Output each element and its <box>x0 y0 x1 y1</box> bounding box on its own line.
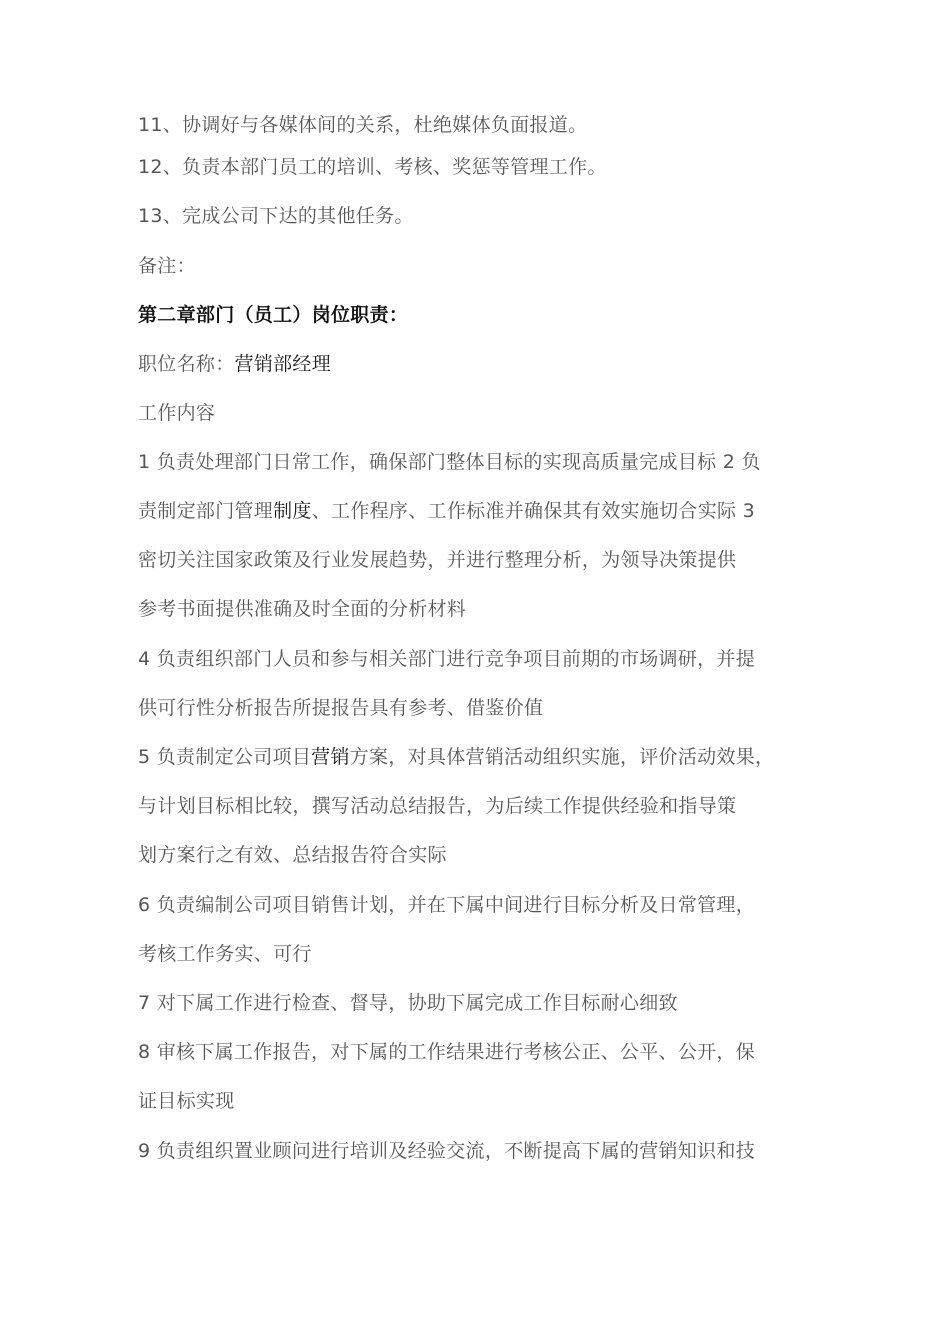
position-label: 职位名称： <box>138 353 235 375</box>
body-line-1: 1 负责处理部门日常工作，确保部门整体目标的实现高质量完成目标 2 负 <box>138 451 761 473</box>
list-item-11: 11、协调好与各媒体间的关系，杜绝媒体负面报道。 <box>138 114 588 136</box>
list-item-13: 13、完成公司下达的其他任务。 <box>138 205 414 227</box>
list-item-12: 12、负责本部门员工的培训、考核、奖惩等管理工作。 <box>138 156 607 178</box>
chapter-heading: 第二章部门（员工）岗位职责： <box>138 304 409 326</box>
body-line-7 <box>138 745 838 769</box>
body-line-13: 8 审核下属工作报告，对下属的工作结果进行考核公正、公平、公开，保 <box>138 1041 756 1063</box>
note-label: 备注： <box>138 255 196 277</box>
body-text: 、工作程序、工作标准并确保其有效实施切合实际 3 <box>311 500 756 522</box>
body-line-4: 参考书面提供准确及时全面的分析材料 <box>138 598 467 620</box>
work-content-label: 工作内容 <box>138 402 216 424</box>
position-row <box>138 352 838 376</box>
body-text: 5 负责制定公司项目 <box>138 746 312 768</box>
body-line-15: 9 负责组织置业顾问进行培训及经验交流，不断提高下属的营销知识和技 <box>138 1140 756 1162</box>
position-value: 营销部经理 <box>234 353 332 375</box>
body-text: 责制定部门管理 <box>138 500 274 522</box>
emphasis-text: 营销 <box>311 746 350 768</box>
body-line-14: 证目标实现 <box>138 1090 235 1112</box>
body-line-3: 密切关注国家政策及行业发展趋势，并进行整理分析，为领导决策提供 <box>138 549 737 571</box>
body-line-12: 7 对下属工作进行检查、督导，协助下属完成工作目标耐心细致 <box>138 992 678 1014</box>
body-line-10: 6 负责编制公司项目销售计划，并在下属中间进行目标分析及日常管理， <box>138 894 756 916</box>
body-line-5: 4 负责组织部门人员和参与相关部门进行竞争项目前期的市场调研，并提 <box>138 648 756 670</box>
body-line-2 <box>138 499 838 523</box>
body-line-8: 与计划目标相比较，撰写活动总结报告，为后续工作提供经验和指导策 <box>138 795 737 817</box>
body-line-9: 划方案行之有效、总结报告符合实际 <box>138 844 447 866</box>
body-line-6: 供可行性分析报告所提报告具有参考、借鉴价值 <box>138 697 544 719</box>
emphasis-text: 制度 <box>273 500 312 522</box>
body-line-11: 考核工作务实、可行 <box>138 943 312 965</box>
body-text: 方案，对具体营销活动组织实施，评价活动效果， <box>349 746 775 768</box>
